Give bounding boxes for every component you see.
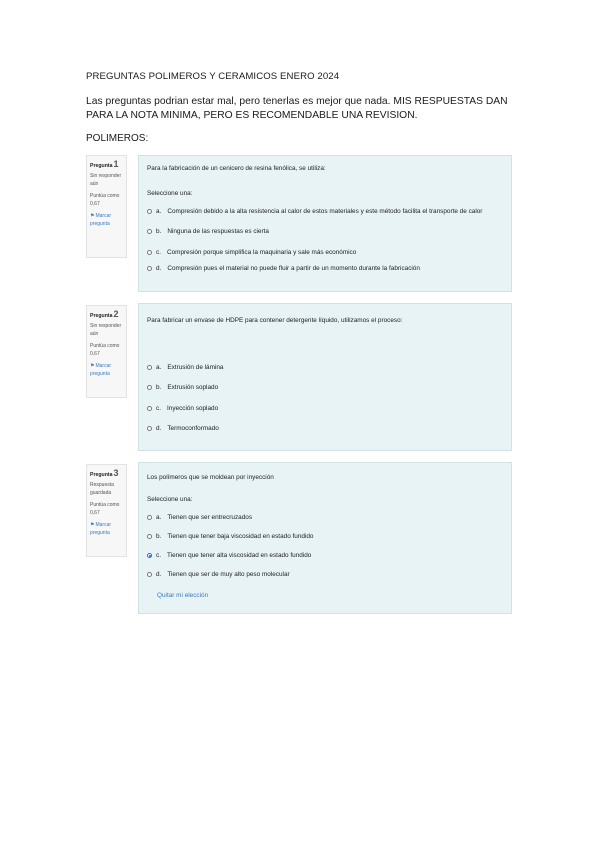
question-number: 1 — [113, 159, 119, 169]
flag-icon: ⚑ — [90, 522, 95, 528]
option-letter: b. — [156, 384, 162, 391]
question-number: 3 — [113, 468, 119, 478]
option-text: Termoconformado — [167, 425, 219, 432]
question-label-text: Pregunta — [90, 472, 113, 478]
question-box-2 — [138, 303, 512, 451]
answer-option[interactable] — [147, 571, 290, 578]
question-status: Respuesta guardada — [90, 482, 114, 496]
question-text: Para fabricar un envase de HDPE para contener detergente líquido, utilizamos el proceso: — [147, 317, 403, 324]
answer-option[interactable] — [147, 208, 482, 215]
question-label-text: Pregunta — [90, 313, 113, 319]
radio-unchecked-icon[interactable] — [147, 426, 152, 431]
question-score: Puntúa como 0,67 — [90, 193, 120, 207]
option-letter: c. — [156, 552, 161, 559]
answer-option[interactable] — [147, 384, 218, 391]
answer-option[interactable] — [147, 265, 420, 272]
radio-unchecked-icon[interactable] — [147, 406, 152, 411]
document-title: PREGUNTAS POLIMEROS Y CERAMICOS ENERO 2024 — [86, 71, 340, 82]
question-label — [90, 160, 123, 170]
option-text: Compresión pues el material no puede fluir a partir de un momento durante la fabricación — [167, 265, 420, 272]
answer-option[interactable] — [147, 228, 269, 235]
radio-unchecked-icon[interactable] — [147, 250, 152, 255]
question-box-3 — [138, 462, 512, 614]
answer-option[interactable] — [147, 364, 223, 371]
question-status: Sin responder aún — [90, 173, 122, 187]
option-letter: a. — [156, 514, 162, 521]
radio-unchecked-icon[interactable] — [147, 266, 152, 271]
option-text: Compresión debido a la alta resistencia al calor de estos materiales y este método facilita el transporte de calor — [167, 208, 483, 215]
question-info-2 — [86, 305, 127, 398]
question-box-1 — [138, 155, 512, 292]
option-text: Ninguna de las respuestas es cierta — [167, 228, 269, 235]
option-text: Extrusión soplado — [167, 384, 219, 391]
radio-unchecked-icon[interactable] — [147, 385, 152, 390]
question-text: Los polímeros que se moldean por inyección — [147, 474, 274, 481]
answer-option[interactable] — [147, 405, 218, 412]
answer-option[interactable] — [147, 533, 314, 540]
clear-choice-link[interactable]: Quitar mi elección — [157, 592, 209, 599]
radio-unchecked-icon[interactable] — [147, 229, 152, 234]
question-prompt: Seleccione una: — [147, 190, 193, 197]
question-label-text: Pregunta — [90, 163, 113, 169]
option-letter: b. — [156, 533, 162, 540]
question-status: Sin responder aún — [90, 323, 122, 337]
option-letter: b. — [156, 228, 162, 235]
answer-option-selected[interactable] — [147, 552, 311, 559]
radio-unchecked-icon[interactable] — [147, 572, 152, 577]
flag-question-label: Marcar pregunta — [90, 363, 112, 377]
answer-option[interactable] — [147, 249, 356, 256]
radio-unchecked-icon[interactable] — [147, 515, 152, 520]
flag-icon: ⚑ — [90, 363, 95, 369]
question-info-1 — [86, 155, 127, 258]
question-label — [90, 469, 123, 479]
option-text: Inyección soplado — [166, 405, 219, 412]
option-text: Extrusión de lámina — [167, 364, 224, 371]
answer-option[interactable] — [147, 425, 219, 432]
option-text: Tienen que ser entrecruzados — [167, 514, 253, 521]
option-text: Tienen que tener baja viscosidad en estado fundido — [167, 533, 314, 540]
option-letter: c. — [156, 249, 161, 256]
question-info-3 — [86, 464, 127, 557]
radio-unchecked-icon[interactable] — [147, 365, 152, 370]
flag-icon: ⚑ — [90, 213, 95, 219]
question-label — [90, 310, 123, 320]
option-letter: d. — [156, 425, 162, 432]
radio-unchecked-icon[interactable] — [147, 209, 152, 214]
option-letter: d. — [156, 265, 162, 272]
option-letter: c. — [156, 405, 161, 412]
document-intro: Las preguntas podrian estar mal, pero tenerlas es mejor que nada. MIS RESPUESTAS DAN PARA LA NOTA MINIMA, PERO ES RECOMENDABLE UNA REVISION. — [86, 96, 508, 121]
question-prompt: Seleccione una: — [147, 496, 193, 503]
option-letter: a. — [156, 364, 162, 371]
question-score: Puntúa como 0,67 — [90, 343, 120, 357]
flag-question-label: Marcar pregunta — [90, 522, 112, 536]
flag-question-link[interactable] — [90, 521, 123, 537]
option-text: Compresión porque simplifica la maquinaria y sale más económico — [166, 249, 357, 256]
radio-unchecked-icon[interactable] — [147, 534, 152, 539]
option-text: Tienen que ser de muy alto peso molecular — [167, 571, 290, 578]
flag-question-label: Marcar pregunta — [90, 213, 112, 227]
question-score: Puntúa como 0,67 — [90, 502, 120, 516]
flag-question-link[interactable] — [90, 212, 123, 228]
question-number: 2 — [113, 309, 119, 319]
radio-checked-icon[interactable] — [147, 553, 152, 558]
flag-question-link[interactable] — [90, 362, 123, 378]
option-letter: d. — [156, 571, 162, 578]
section-heading: POLIMEROS: — [86, 133, 149, 144]
answer-option[interactable] — [147, 514, 252, 521]
option-letter: a. — [156, 208, 162, 215]
option-text: Tienen que tener alta viscosidad en estado fundido — [166, 552, 312, 559]
question-text: Para la fabricación de un cenicero de resina fenólica, se utiliza: — [147, 165, 326, 172]
